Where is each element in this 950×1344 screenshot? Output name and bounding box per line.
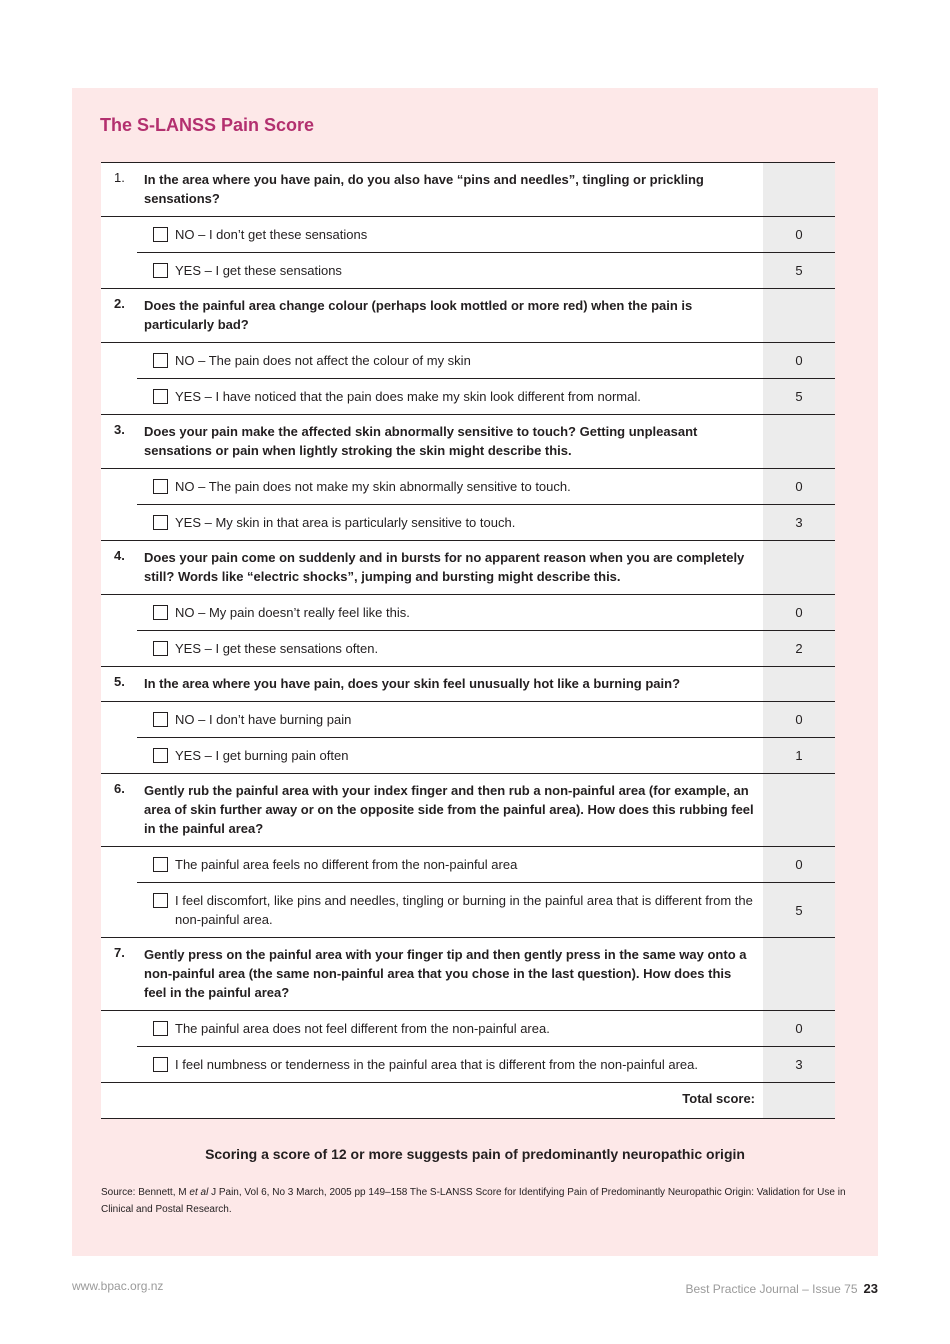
question-emphasis: press [565,947,601,962]
answer-row[interactable] [137,595,835,631]
question-row [101,667,835,702]
question-emphasis: press [188,947,223,962]
answer-label: I feel discomfort, like pins and needles, tingling or burning in the painful area that is different from the non-painful area. [175,893,753,927]
answer-row[interactable] [101,505,835,541]
score-cell [763,541,835,594]
checkbox[interactable] [153,748,168,763]
question-number: 5. [114,674,125,689]
question-row [101,415,835,469]
answer-score: 0 [763,217,835,252]
checkbox[interactable] [153,857,168,872]
checkbox[interactable] [153,893,168,908]
checkbox[interactable] [153,515,168,530]
total-row [101,1083,835,1119]
question-text: Does your pain make the affected skin abnormally sensitive to touch? Getting unpleasant sensations or pain when lightly stroking the skin might describe this. [144,424,698,458]
questionnaire-form [101,162,835,1119]
answer-row[interactable] [101,379,835,415]
checkbox[interactable] [153,1021,168,1036]
score-cell [763,289,835,342]
answer-row[interactable] [101,631,835,667]
answer-score: 0 [763,469,835,504]
answer-row[interactable] [137,702,835,738]
answer-score: 0 [763,343,835,378]
page-title: The S-LANSS Pain Score [100,115,315,135]
question-text: Does the painful area change colour (perhaps look mottled or more red) when the pain is particularly bad? [144,298,693,332]
score-cell [763,163,835,216]
question-number: 6. [114,781,125,796]
question-emphasis: rub [508,783,530,798]
source-citation [101,1184,861,1218]
source-italic: et al [189,1187,209,1198]
answer-row[interactable] [137,217,835,253]
answer-row[interactable] [101,253,835,289]
question-row [101,163,835,217]
checkbox[interactable] [153,712,168,727]
checkbox[interactable] [153,227,168,242]
answer-label: NO – My pain doesn’t really feel like this. [175,605,410,620]
answer-row[interactable] [137,1011,835,1047]
answer-label: NO – The pain does not affect the colour of my skin [175,353,471,368]
checkbox[interactable] [153,479,168,494]
question-row [101,774,835,847]
question-text: Does your pain come on suddenly and in bursts for no apparent reason when you are completely still? Words like “electric shocks”, jumping and bursting might describe this. [144,550,745,584]
answer-row[interactable] [101,883,835,938]
answer-score: 0 [763,595,835,630]
total-label: Total score: [682,1091,755,1106]
answer-score: 0 [763,702,835,737]
question-text-part: in the same way onto a non-painful area (the same non-painful area that you chose in the last question). How does this feel in the painful area? [144,947,747,1000]
answer-label: NO – The pain does not make my skin abnormally sensitive to touch. [175,479,571,494]
question-number: 7. [114,945,125,960]
total-score-cell[interactable] [763,1083,835,1118]
checkbox[interactable] [153,263,168,278]
answer-label: NO – I don’t have burning pain [175,712,352,727]
score-cell [763,415,835,468]
answer-score: 5 [763,883,835,937]
answer-score: 1 [763,738,835,773]
score-cell [763,938,835,1010]
question-text [144,781,755,838]
answer-label: The painful area does not feel different from the non-painful area. [175,1021,550,1036]
question-row [101,938,835,1011]
question-text-part: a non-painful area (for example, an area of skin further away or on the opposite side from the painful area). How does this rubbing feel in the painful area? [144,783,754,836]
checkbox[interactable] [153,1057,168,1072]
answer-label: YES – I get these sensations [175,263,342,278]
s-lanss-panel [72,88,878,1256]
answer-score: 3 [763,505,835,540]
answer-score: 3 [763,1047,835,1082]
page-number: 23 [863,1281,878,1296]
question-text-part: the painful area with your index finger and then [209,783,509,798]
answer-label: YES – I get burning pain often [175,748,349,763]
answer-label: YES – My skin in that area is particularly sensitive to touch. [175,515,516,530]
answer-score: 0 [763,847,835,882]
checkbox[interactable] [153,389,168,404]
answer-row[interactable] [101,1047,835,1083]
footer-journal [685,1281,878,1296]
answer-score: 5 [763,253,835,288]
question-number: 2. [114,296,125,311]
question-text-part: on the painful area with your finger tip and then gently [222,947,566,962]
journal-issue: Best Practice Journal – Issue 75 [685,1282,858,1296]
answer-label: The painful area feels no different from the non-painful area [175,857,518,872]
question-text: In the area where you have pain, does your skin feel unusually hot like a burning pain? [144,676,681,691]
source-text: J Pain, Vol 6, No 3 March, 2005 pp 149–158 The S-LANSS Score for Identifying Pain of Predominantly Neuropathic Origin: Validation for Use in Clinical and Postal Research. [101,1187,846,1215]
score-cell [763,774,835,846]
scoring-conclusion: Scoring a score of 12 or more suggests pain of predominantly neuropathic origin [205,1146,745,1162]
source-text: Source: Bennett, M [101,1187,190,1198]
answer-label: YES – I have noticed that the pain does make my skin look different from normal. [175,389,641,404]
answer-label: I feel numbness or tenderness in the painful area that is different from the non-painful area. [175,1057,698,1072]
question-text-part: Gently [144,947,189,962]
question-row [101,289,835,343]
footer-website: www.bpac.org.nz [72,1279,164,1293]
question-text [144,945,755,1002]
answer-score: 2 [763,631,835,666]
question-number: 4. [114,548,125,563]
question-text-part: Gently [144,783,189,798]
checkbox[interactable] [153,605,168,620]
answer-score: 0 [763,1011,835,1046]
answer-label: YES – I get these sensations often. [175,641,379,656]
question-emphasis: rub [188,783,210,798]
answer-score: 5 [763,379,835,414]
checkbox[interactable] [153,353,168,368]
answer-row[interactable] [137,847,835,883]
question-number: 1. [114,170,125,185]
question-number: 3. [114,422,125,437]
answer-row[interactable] [137,469,835,505]
question-text: In the area where you have pain, do you also have “pins and needles”, tingling or prickling sensations? [144,172,704,206]
answer-label: NO – I don’t get these sensations [175,227,368,242]
answer-row[interactable] [137,343,835,379]
checkbox[interactable] [153,641,168,656]
answer-row[interactable] [101,738,835,774]
score-cell [763,667,835,701]
question-row [101,541,835,595]
